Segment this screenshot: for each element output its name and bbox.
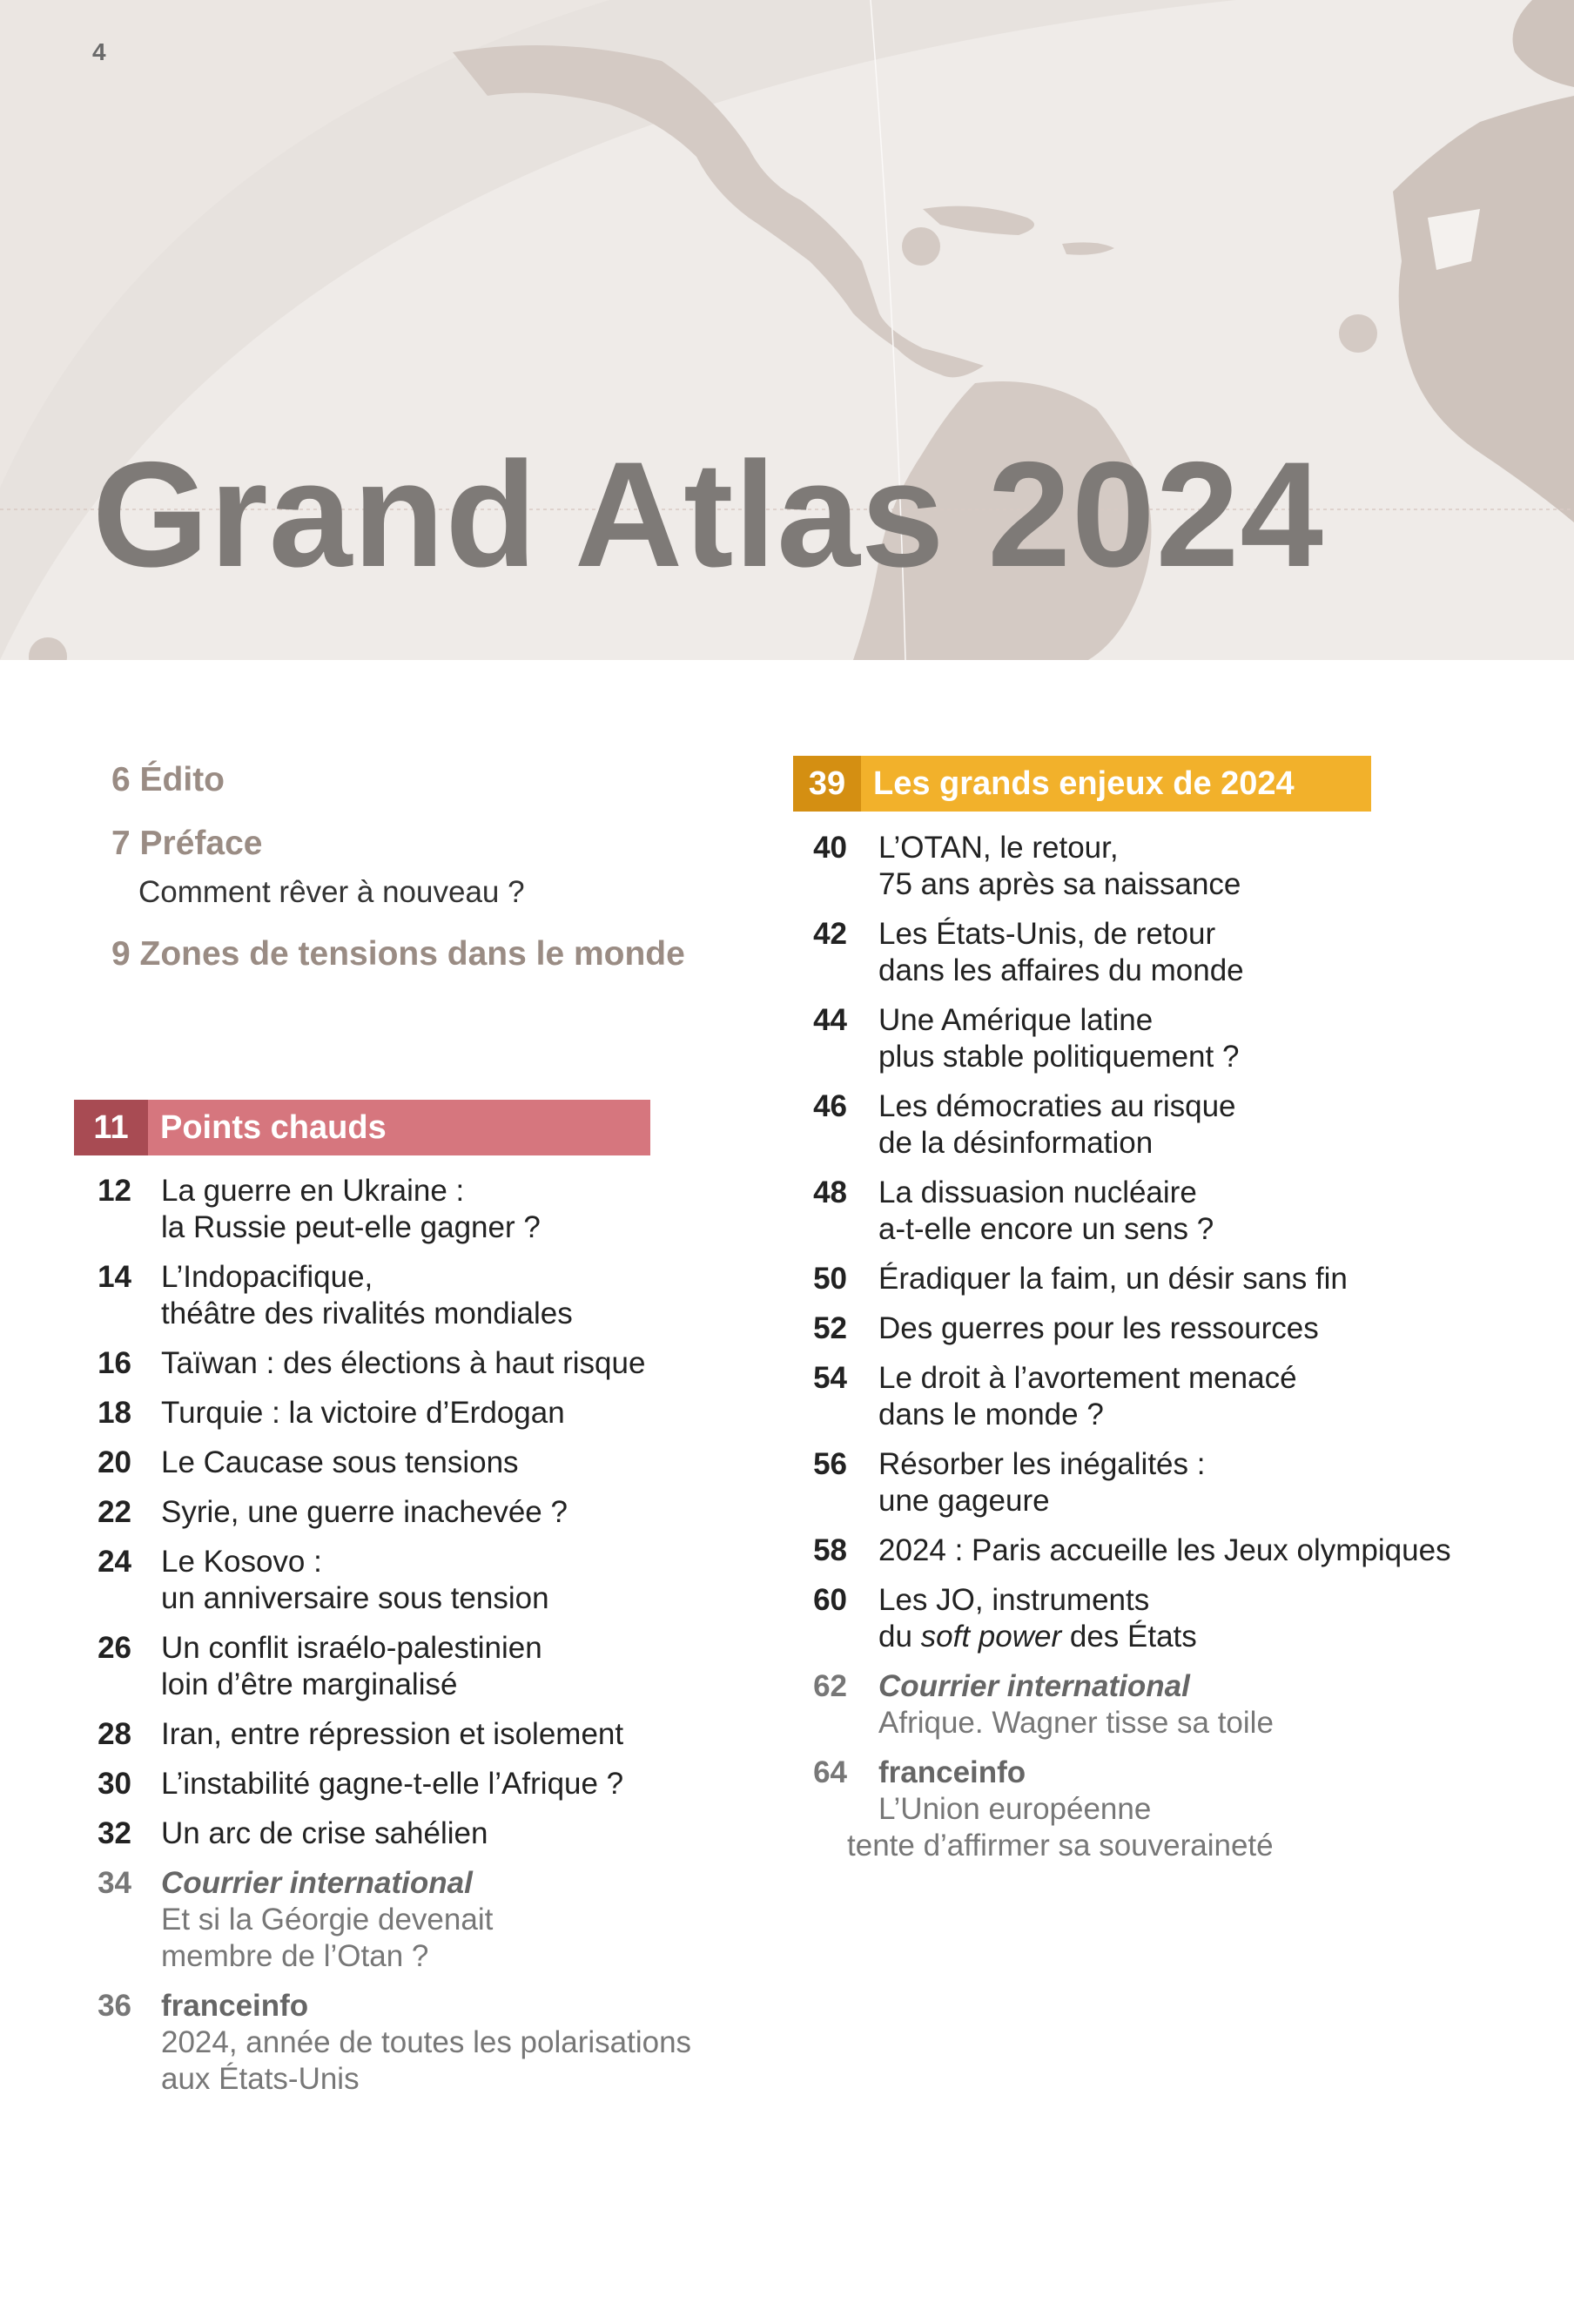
entry-page: 62 [813, 1669, 847, 1703]
entry-page: 44 [813, 1003, 847, 1037]
entry-title: L’OTAN, le retour, [878, 831, 1119, 865]
entry-title: Iran, entre répression et isolement [161, 1717, 624, 1751]
toc-entry[interactable] [793, 1088, 1524, 1162]
section-header-points-chauds[interactable] [74, 1100, 650, 1155]
entry-title: Syrie, une guerre inachevée ? [161, 1495, 568, 1529]
entry-title: la Russie peut-elle gagner ? [161, 1210, 541, 1244]
entry-page: 12 [98, 1174, 131, 1208]
entry-title: Un conflit israélo-palestinien [161, 1631, 542, 1665]
entry-title: tente d’affirmer sa souveraineté [847, 1829, 1274, 1863]
entry-title-part: du [878, 1620, 921, 1654]
toc-entry[interactable] [74, 1395, 718, 1431]
entry-title: dans les affaires du monde [878, 953, 1244, 987]
toc-preface-subtitle: Comment rêver à nouveau ? [138, 875, 525, 909]
entry-title: Les États-Unis, de retour [878, 917, 1216, 951]
entry-page: 42 [813, 917, 847, 951]
entry-title: dans le monde ? [878, 1398, 1104, 1431]
toc-edito[interactable]: 6 Édito [111, 761, 225, 798]
entry-page: 28 [98, 1717, 131, 1751]
toc-entry[interactable] [793, 1261, 1524, 1297]
toc-entry[interactable] [74, 1815, 718, 1852]
toc-entry[interactable] [74, 1630, 718, 1703]
entry-page: 52 [813, 1311, 847, 1345]
toc-entry[interactable] [74, 1494, 718, 1531]
entry-page: 26 [98, 1631, 131, 1665]
entry-title: un anniversaire sous tension [161, 1581, 549, 1615]
toc-entry-list [74, 1173, 718, 2098]
entry-title: Éradiquer la faim, un désir sans fin [878, 1262, 1348, 1296]
entry-page: 54 [813, 1361, 847, 1395]
entry-title: membre de l’Otan ? [161, 1939, 429, 1973]
entry-title-part: des États [1061, 1620, 1197, 1654]
entry-title: plus stable politiquement ? [878, 1040, 1240, 1074]
entry-title: a-t-elle encore un sens ? [878, 1212, 1214, 1246]
entry-page: 46 [813, 1089, 847, 1123]
entry-title: Une Amérique latine [878, 1003, 1154, 1037]
map-marker [902, 227, 940, 266]
partner-publisher: Courrier international [878, 1669, 1190, 1703]
entry-title: 2024 : Paris accueille les Jeux olympiques [878, 1533, 1451, 1567]
entry-title: Et si la Géorgie devenait [161, 1903, 494, 1937]
section-label: Les grands enjeux de 2024 [861, 756, 1371, 812]
entry-title: L’Union européenne [878, 1792, 1152, 1826]
entry-page: 60 [813, 1583, 847, 1617]
entry-page: 22 [98, 1495, 131, 1529]
entry-title: Taïwan : des élections à haut risque [161, 1346, 646, 1380]
entry-page: 56 [813, 1447, 847, 1481]
toc-entry[interactable] [793, 1532, 1524, 1569]
entry-title: Turquie : la victoire d’Erdogan [161, 1396, 565, 1430]
section-page-number: 11 [74, 1100, 148, 1155]
entry-title: Afrique. Wagner tisse sa toile [878, 1706, 1274, 1740]
section-header-grands-enjeux[interactable] [793, 756, 1371, 812]
entry-title: Les JO, instruments [878, 1583, 1150, 1617]
page-title: Grand Atlas 2024 [92, 431, 1324, 598]
partner-publisher: franceinfo [161, 1989, 309, 2023]
entry-page: 64 [813, 1755, 847, 1789]
toc-entry[interactable] [793, 830, 1524, 903]
entry-title: 2024, année de toutes les polarisations [161, 2025, 692, 2059]
toc-entry[interactable] [74, 1345, 718, 1382]
toc-preface[interactable]: 7 Préface [111, 825, 263, 862]
map-marker [1339, 314, 1377, 353]
toc-entry-partner[interactable] [793, 1755, 1524, 1864]
entry-page: 58 [813, 1533, 847, 1567]
entry-title: aux États-Unis [161, 2062, 360, 2096]
entry-title: de la désinformation [878, 1126, 1154, 1160]
toc-column-grands-enjeux [793, 756, 1524, 1877]
entry-title: Le Caucase sous tensions [161, 1445, 519, 1479]
toc-entry[interactable] [74, 1259, 718, 1332]
entry-title: Les démocraties au risque [878, 1089, 1236, 1123]
entry-title: Le Kosovo : [161, 1545, 322, 1579]
entry-page: 18 [98, 1396, 131, 1430]
toc-entry[interactable] [793, 916, 1524, 989]
section-label: Points chauds [148, 1100, 650, 1155]
entry-title: une gageure [878, 1484, 1050, 1518]
page-number: 4 [92, 38, 106, 65]
entry-title: Un arc de crise sahélien [161, 1816, 488, 1850]
entry-page: 34 [98, 1866, 131, 1900]
entry-page: 50 [813, 1262, 847, 1296]
entry-title: La guerre en Ukraine : [161, 1174, 465, 1208]
entry-title: La dissuasion nucléaire [878, 1175, 1197, 1209]
entry-title: Des guerres pour les ressources [878, 1311, 1319, 1345]
toc-entry[interactable] [74, 1544, 718, 1617]
toc-entry-partner[interactable] [74, 1988, 718, 2098]
entry-page: 30 [98, 1767, 131, 1801]
entry-page: 32 [98, 1816, 131, 1850]
entry-page: 40 [813, 831, 847, 865]
entry-title: Résorber les inégalités : [878, 1447, 1206, 1481]
entry-title: 75 ans après sa naissance [878, 867, 1241, 901]
entry-title: théâtre des rivalités mondiales [161, 1297, 573, 1330]
intro-entries [111, 760, 685, 974]
entry-page: 16 [98, 1346, 131, 1380]
section-page-number: 39 [793, 756, 861, 812]
partner-publisher: franceinfo [878, 1755, 1026, 1789]
toc-entry-partner[interactable] [74, 1865, 718, 1975]
partner-publisher: Courrier international [161, 1866, 473, 1900]
toc-entry[interactable] [74, 1445, 718, 1481]
entry-page: 20 [98, 1445, 131, 1479]
entry-title: L’Indopacifique, [161, 1260, 373, 1294]
entry-title: L’instabilité gagne-t-elle l’Afrique ? [161, 1767, 624, 1801]
toc-entry[interactable] [74, 1173, 718, 1246]
entry-title: loin d’être marginalisé [161, 1667, 458, 1701]
entry-page: 36 [98, 1989, 131, 2023]
entry-page: 48 [813, 1175, 847, 1209]
toc-entry-list [793, 830, 1524, 1864]
entry-title: Le droit à l’avortement menacé [878, 1361, 1297, 1395]
header-map-banner [0, 0, 1574, 660]
toc-entry[interactable] [793, 1446, 1524, 1519]
toc-column-points-chauds [74, 1100, 718, 2111]
entry-page: 14 [98, 1260, 131, 1294]
toc-entry[interactable] [793, 1360, 1524, 1433]
entry-title-italic: soft power [920, 1620, 1062, 1654]
toc-entry[interactable] [793, 1310, 1524, 1347]
toc-entry[interactable] [74, 1766, 718, 1802]
toc-entry-partner[interactable] [793, 1668, 1524, 1741]
toc-zones[interactable]: 9 Zones de tensions dans le monde [111, 935, 685, 973]
entry-page: 24 [98, 1545, 131, 1579]
toc-entry[interactable] [74, 1716, 718, 1753]
toc-entry[interactable] [793, 1582, 1524, 1655]
toc-entry[interactable] [793, 1175, 1524, 1248]
toc-entry[interactable] [793, 1002, 1524, 1075]
